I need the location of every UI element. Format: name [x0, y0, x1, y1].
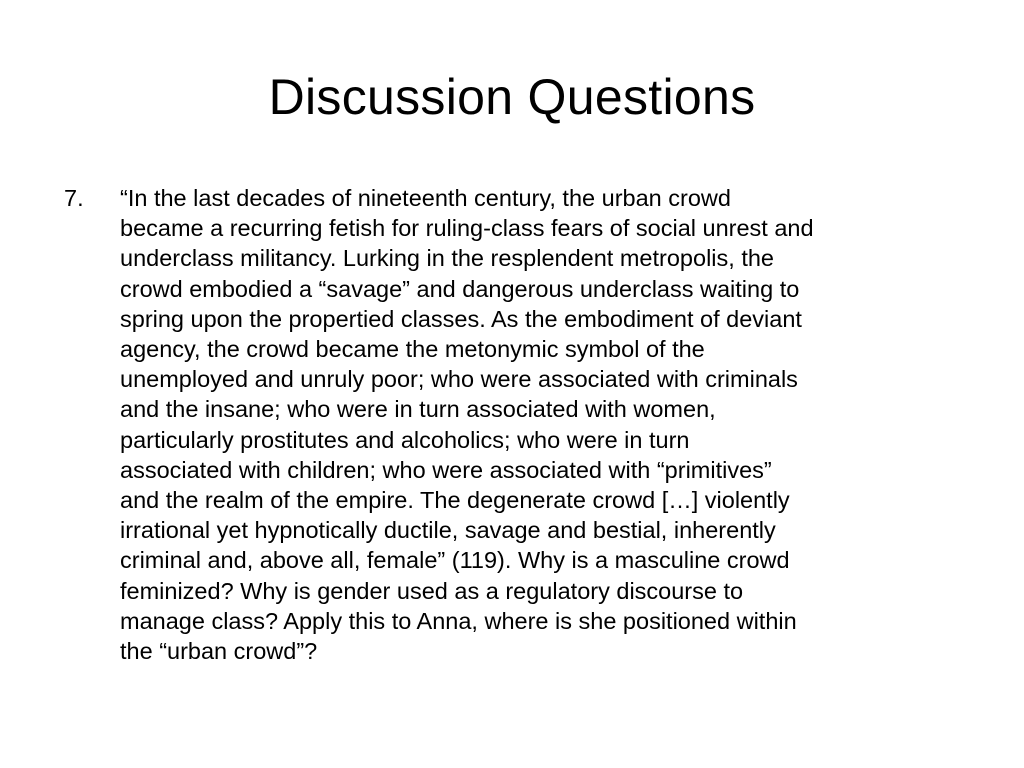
question-line: the “urban crowd”?	[120, 638, 318, 665]
question-line: unemployed and unruly poor; who were associated with criminals	[120, 366, 798, 393]
question-line: and the realm of the empire. The degenerate crowd […] violently	[120, 487, 790, 514]
question-line: spring upon the propertied classes. As the embodiment of deviant	[120, 305, 802, 332]
question-line: associated with children; who were associated with “primitives”	[120, 456, 772, 483]
question-line: feminized? Why is gender used as a regulatory discourse to	[120, 577, 744, 604]
question-line: particularly prostitutes and alcoholics; who were in turn	[120, 426, 690, 453]
question-line: criminal and, above all, female” (119). Why is a masculine crowd	[120, 547, 790, 574]
question-line: crowd embodied a “savage” and dangerous underclass waiting to	[120, 275, 800, 302]
question-line: agency, the crowd became the metonymic symbol of the	[120, 336, 705, 363]
question-line: manage class? Apply this to Anna, where is she positioned within	[120, 607, 797, 634]
discussion-question-7	[64, 183, 976, 666]
question-line: underclass militancy. Lurking in the resplendent metropolis, the	[120, 245, 774, 272]
slide-title: Discussion Questions	[268, 69, 756, 125]
question-line: irrational yet hypnotically ductile, savage and bestial, inherently	[120, 517, 776, 544]
question-text	[120, 183, 976, 666]
question-number: 7.	[64, 185, 84, 211]
question-line: became a recurring fetish for ruling-class fears of social unrest and	[120, 215, 814, 242]
question-line: and the insane; who were in turn associated with women,	[120, 396, 716, 423]
question-line: “In the last decades of nineteenth century, the urban crowd	[120, 185, 731, 211]
